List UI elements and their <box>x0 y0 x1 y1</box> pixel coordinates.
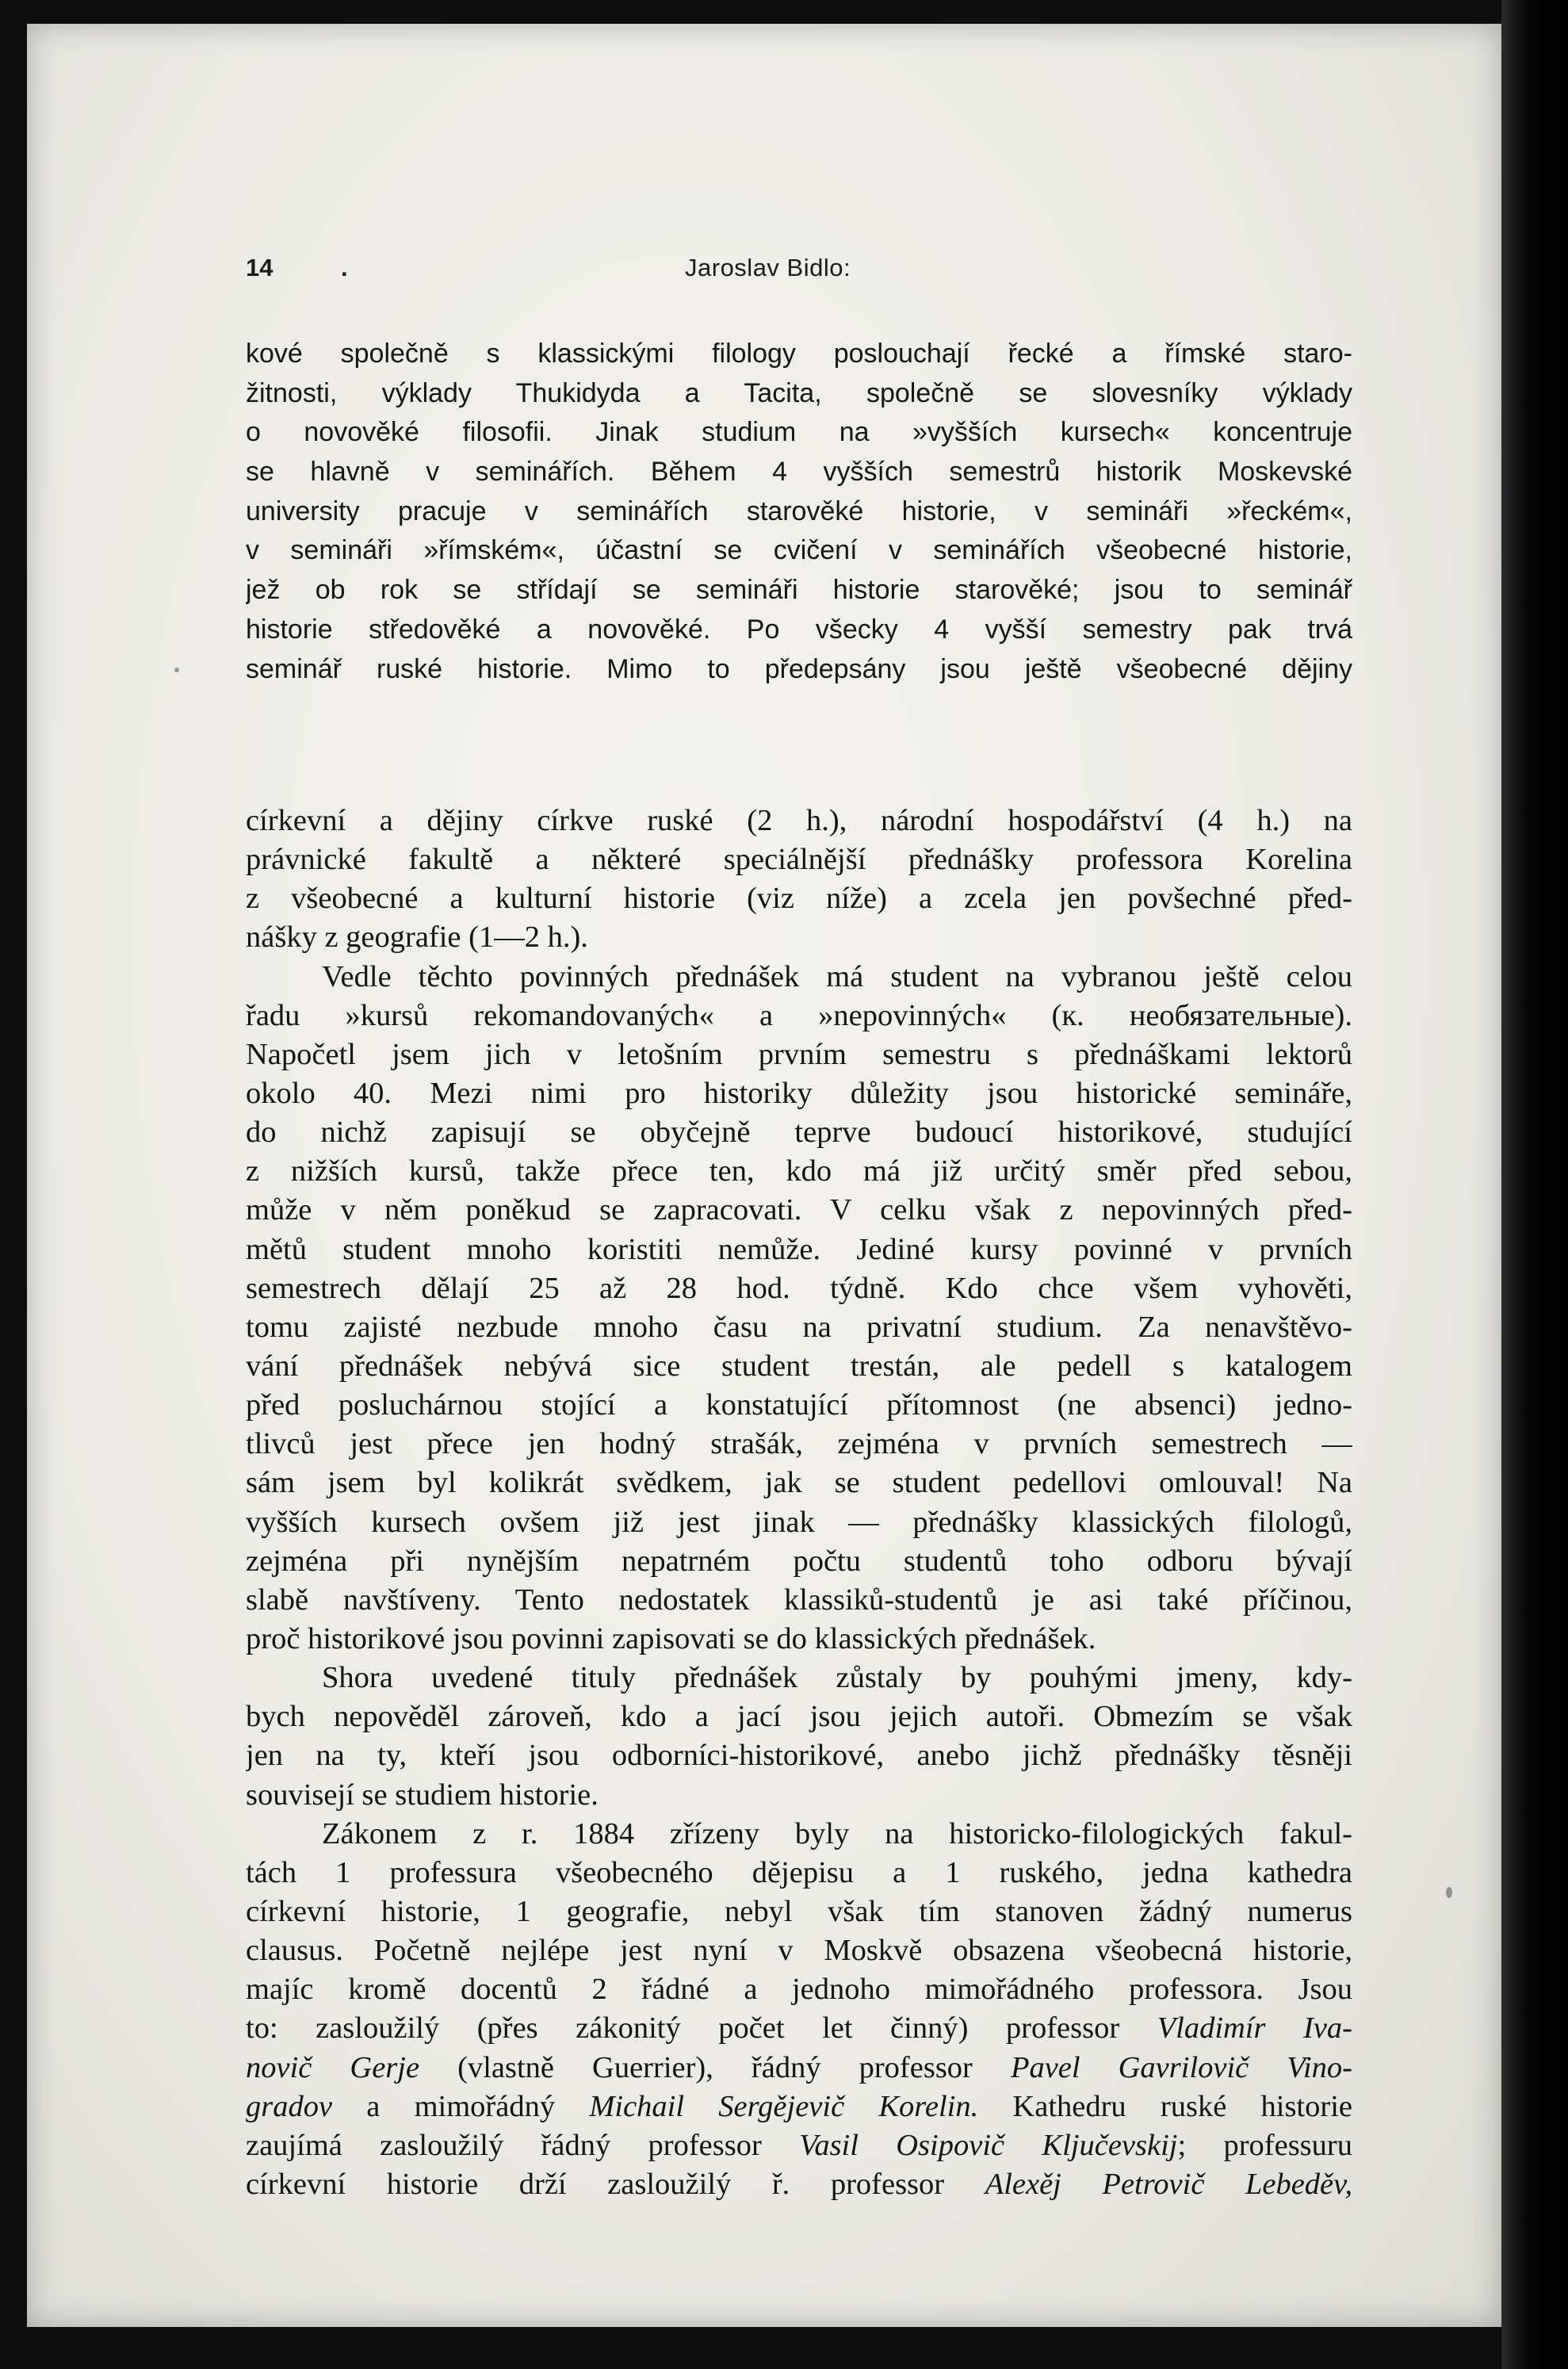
page-number: 14 <box>246 254 273 281</box>
text-line: slabě navštíveny. Tento nedostatek klassiků-studentů je asi také příčinou, <box>246 1583 1352 1617</box>
text-fragment: ; professuru <box>1177 2128 1352 2162</box>
text-line-with-name <box>246 2126 1352 2165</box>
text-line: kové společně s klassickými filology poslouchají řecké a římské staro- <box>246 339 1352 369</box>
name-italic: Pavel Gavrilovič Vino- <box>1010 2050 1352 2084</box>
text-fragment: (vlastně Guerrier), řádný professor <box>419 2050 1011 2084</box>
text-line: žitnosti, výklady Thukidyda a Tacita, společně se slovesníky výklady <box>246 377 1352 408</box>
text-line: může v něm poněkud se zapracovati. V celku však z nepovinných před- <box>246 1193 1352 1227</box>
paragraph-start: Vedle těchto povinných přednášek má student na vybranou ještě celou <box>322 959 1352 993</box>
text-line: se hlavně v seminářích. Během 4 vyšších semestrů historik Moskevské <box>246 457 1352 488</box>
name-italic: Alexěj Petrovič Lebeděv, <box>985 2167 1352 2201</box>
text-line-with-name <box>246 2049 1352 2088</box>
text-line: majíc kromě docentů 2 řádné a jednoho mimořádného professora. Jsou <box>246 1973 1352 2007</box>
name-italic: gradov <box>246 2089 333 2123</box>
text-line: tlivců jest přece jen hodný strašák, zejména v prvních semestrech — <box>246 1427 1352 1461</box>
text-line: proč historikové jsou povinni zapisovati se do klassických přednášek. <box>246 1621 1096 1655</box>
text-line: Napočetl jsem jich v letošním prvním semestru s přednáškami lektorů <box>246 1037 1352 1071</box>
text-fragment: Kathedru ruské historie <box>978 2089 1352 2123</box>
running-head <box>246 254 1348 293</box>
page-speck <box>174 668 179 672</box>
text-fragment: to: zasloužilý (přes zákonitý počet let činný) professor <box>246 2011 1120 2046</box>
text-line: vyšších kursech ovšem již jest jinak — přednášky klassických filologů, <box>246 1505 1352 1539</box>
text-line: historie středověké a novověké. Po všecky 4 vyšší semestry pak trvá <box>246 614 1352 645</box>
text-line: před posluchárnou stojící a konstatující přítomnost (ne absenci) jedno- <box>246 1388 1352 1422</box>
scan-right-edge <box>1501 0 1568 2369</box>
text-line: z všeobecné a kulturní historie (viz níže) a zcela jen povšechné před- <box>246 882 1352 916</box>
header-separator: . <box>341 254 348 281</box>
text-line: do nichž zapisují se obyčejně teprve budoucí historikové, studující <box>246 1116 1352 1150</box>
text-line: okolo 40. Mezi nimi pro historiky důležity jsou historické semináře, <box>246 1076 1352 1110</box>
paragraph-start: Shora uvedené tituly přednášek zůstaly by pouhými jmeny, kdy- <box>322 1661 1352 1695</box>
text-line-with-name <box>246 2165 1352 2204</box>
text-line: clausus. Početně nejlépe jest nyní v Moskvě obsazena všeobecná historie, <box>246 1934 1352 1968</box>
text-line: právnické fakultě a některé speciálnější přednášky professora Korelina <box>246 843 1352 877</box>
name-italic: Michail Sergějevič Korelin. <box>589 2089 979 2123</box>
text-line: semestrech dělají 25 až 28 hod. týdně. Kdo chce všem vyhověti, <box>246 1271 1352 1305</box>
text-line: vání přednášek nebývá sice student trestán, ale pedell s katalogem <box>246 1349 1352 1383</box>
text-line: řadu »kursů rekomandovaných« a »nepovinných« (к. необязательные). <box>246 998 1352 1032</box>
text-line: zejména při nynějším nepatrném počtu studentů toho odboru bývají <box>246 1544 1352 1578</box>
name-italic: Vasil Osipovič Ključevskij <box>799 2128 1178 2162</box>
text-line: v semináři »římském«, účastní se cvičení v seminářích všeobecné historie, <box>246 535 1352 566</box>
text-line: bych nepověděl zároveň, kdo a jací jsou jejich autoři. Obmezím se však <box>246 1700 1352 1734</box>
text-line: nášky z geografie (1—2 h.). <box>246 920 588 955</box>
paragraph-start: Zákonem z r. 1884 zřízeny byly na historicko-filologických fakul- <box>322 1816 1352 1850</box>
body-text-serif <box>246 802 1352 2204</box>
text-line: sám jsem byl kolikrát svědkem, jak se student pedellovi omlouval! Na <box>246 1466 1352 1500</box>
text-fragment: zaujímá zasloužilý řádný professor <box>246 2128 800 2162</box>
body-text-sans <box>246 335 1352 689</box>
text-line: mětů student mnoho koristiti nemůže. Jediné kursy povinné v prvních <box>246 1232 1352 1266</box>
running-head-author: Jaroslav Bidlo: <box>685 254 851 281</box>
text-line: jež ob rok se střídají se semináři historie starověké; jsou to seminář <box>246 575 1352 606</box>
text-line: z nižších kursů, takže přece ten, kdo má již určitý směr před sebou, <box>246 1154 1352 1188</box>
text-line: tomu zajisté nezbude mnoho času na privatní studium. Za nenavštěvo- <box>246 1310 1352 1344</box>
text-fragment: a mimořádný <box>332 2089 590 2123</box>
text-line: o novověké filosofii. Jinak studium na »vyšších kursech« koncentruje <box>246 417 1352 448</box>
name-italic: novič Gerje <box>246 2050 420 2084</box>
text-line-with-name <box>246 2009 1352 2048</box>
text-line: university pracuje v seminářích starověké historie, v semináři »řeckém«, <box>246 496 1352 526</box>
name-italic: Vladimír Iva- <box>1157 2011 1352 2046</box>
text-line: souvisejí se studiem historie. <box>246 1778 599 1812</box>
text-line: seminář ruské historie. Mimo to předepsány jsou ještě všeobecné dějiny <box>246 653 1352 684</box>
text-line: církevní a dějiny církve ruské (2 h.), národní hospodářství (4 h.) na <box>246 804 1352 837</box>
text-fragment: církevní historie drží zasloužilý ř. professor <box>246 2167 985 2201</box>
text-line: církevní historie, 1 geografie, nebyl však tím stanoven žádný numerus <box>246 1894 1352 1928</box>
page-speck <box>1446 1887 1452 1898</box>
text-line-with-name <box>246 2088 1352 2126</box>
text-line: jen na ty, kteří jsou odborníci-historikové, anebo jichž přednášky těsněji <box>246 1739 1352 1773</box>
text-line: tách 1 professura všeobecného dějepisu a 1 ruského, jedna kathedra <box>246 1855 1352 1889</box>
